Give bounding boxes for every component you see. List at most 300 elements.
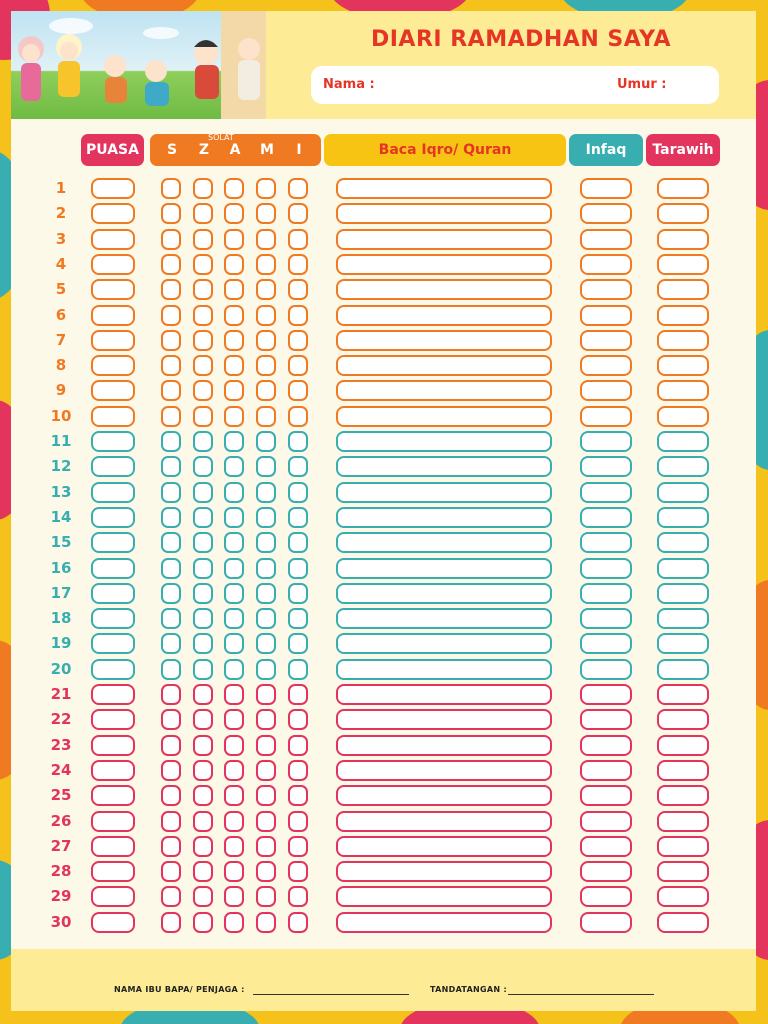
- solat-asar-checkbox[interactable]: [224, 811, 244, 832]
- solat-isyak-checkbox[interactable]: [288, 305, 308, 326]
- infaq-field[interactable]: [580, 861, 632, 882]
- tarawih-checkbox[interactable]: [657, 608, 709, 629]
- baca-quran-field[interactable]: [336, 912, 552, 933]
- solat-zohor-checkbox[interactable]: [193, 305, 213, 326]
- baca-quran-field[interactable]: [336, 532, 552, 553]
- infaq-field[interactable]: [580, 380, 632, 401]
- tarawih-checkbox[interactable]: [657, 532, 709, 553]
- solat-asar-checkbox[interactable]: [224, 633, 244, 654]
- tarawih-checkbox[interactable]: [657, 305, 709, 326]
- solat-maghrib-checkbox[interactable]: [256, 229, 276, 250]
- tarawih-checkbox[interactable]: [657, 760, 709, 781]
- solat-asar-checkbox[interactable]: [224, 431, 244, 452]
- infaq-field[interactable]: [580, 785, 632, 806]
- puasa-checkbox[interactable]: [91, 431, 135, 452]
- puasa-checkbox[interactable]: [91, 254, 135, 275]
- solat-isyak-checkbox[interactable]: [288, 229, 308, 250]
- tarawih-checkbox[interactable]: [657, 785, 709, 806]
- solat-zohor-checkbox[interactable]: [193, 279, 213, 300]
- tarawih-checkbox[interactable]: [657, 735, 709, 756]
- solat-subuh-checkbox[interactable]: [161, 886, 181, 907]
- solat-asar-checkbox[interactable]: [224, 305, 244, 326]
- solat-maghrib-checkbox[interactable]: [256, 583, 276, 604]
- solat-zohor-checkbox[interactable]: [193, 912, 213, 933]
- tarawih-checkbox[interactable]: [657, 355, 709, 376]
- solat-tag: SOLAT: [208, 133, 234, 142]
- infaq-field[interactable]: [580, 558, 632, 579]
- solat-isyak-checkbox[interactable]: [288, 406, 308, 427]
- solat-zohor-checkbox[interactable]: [193, 456, 213, 477]
- tarawih-checkbox[interactable]: [657, 203, 709, 224]
- solat-isyak-checkbox[interactable]: [288, 861, 308, 882]
- day-number: 13: [50, 482, 72, 501]
- solat-zohor-checkbox[interactable]: [193, 659, 213, 680]
- tarawih-checkbox[interactable]: [657, 659, 709, 680]
- tarawih-checkbox[interactable]: [657, 912, 709, 933]
- puasa-checkbox[interactable]: [91, 735, 135, 756]
- infaq-field[interactable]: [580, 330, 632, 351]
- solat-asar-checkbox[interactable]: [224, 659, 244, 680]
- solat-isyak-checkbox[interactable]: [288, 254, 308, 275]
- solat-asar-checkbox[interactable]: [224, 456, 244, 477]
- solat-subuh-checkbox[interactable]: [161, 229, 181, 250]
- puasa-checkbox[interactable]: [91, 558, 135, 579]
- solat-zohor-checkbox[interactable]: [193, 330, 213, 351]
- solat-asar-checkbox[interactable]: [224, 558, 244, 579]
- solat-isyak-checkbox[interactable]: [288, 583, 308, 604]
- solat-subuh-checkbox[interactable]: [161, 406, 181, 427]
- solat-subuh-checkbox[interactable]: [161, 532, 181, 553]
- solat-maghrib-checkbox[interactable]: [256, 785, 276, 806]
- infaq-field[interactable]: [580, 203, 632, 224]
- day-number: 24: [50, 760, 72, 779]
- tarawih-checkbox[interactable]: [657, 456, 709, 477]
- solat-isyak-checkbox[interactable]: [288, 507, 308, 528]
- signature-line[interactable]: [508, 994, 654, 995]
- solat-asar-checkbox[interactable]: [224, 836, 244, 857]
- solat-subuh-checkbox[interactable]: [161, 380, 181, 401]
- infaq-field[interactable]: [580, 583, 632, 604]
- day-row: [11, 304, 756, 328]
- baca-quran-field[interactable]: [336, 811, 552, 832]
- tarawih-checkbox[interactable]: [657, 886, 709, 907]
- day-row: [11, 708, 756, 732]
- baca-quran-field[interactable]: [336, 659, 552, 680]
- solat-maghrib-checkbox[interactable]: [256, 406, 276, 427]
- solat-maghrib-checkbox[interactable]: [256, 279, 276, 300]
- infaq-field[interactable]: [580, 608, 632, 629]
- tarawih-checkbox[interactable]: [657, 811, 709, 832]
- boy-cap-figure: [238, 38, 260, 100]
- tarawih-checkbox[interactable]: [657, 279, 709, 300]
- solat-zohor-checkbox[interactable]: [193, 532, 213, 553]
- puasa-checkbox[interactable]: [91, 709, 135, 730]
- solat-asar-checkbox[interactable]: [224, 279, 244, 300]
- solat-maghrib-checkbox[interactable]: [256, 608, 276, 629]
- solat-maghrib-checkbox[interactable]: [256, 836, 276, 857]
- solat-maghrib-checkbox[interactable]: [256, 532, 276, 553]
- puasa-checkbox[interactable]: [91, 886, 135, 907]
- solat-maghrib-checkbox[interactable]: [256, 811, 276, 832]
- infaq-field[interactable]: [580, 229, 632, 250]
- solat-zohor-checkbox[interactable]: [193, 684, 213, 705]
- solat-zohor-checkbox[interactable]: [193, 178, 213, 199]
- solat-asar-checkbox[interactable]: [224, 583, 244, 604]
- solat-zohor-checkbox[interactable]: [193, 558, 213, 579]
- infaq-field[interactable]: [580, 659, 632, 680]
- day-number: 12: [50, 457, 72, 476]
- name-age-field[interactable]: [311, 66, 719, 104]
- baca-quran-field[interactable]: [336, 709, 552, 730]
- solat-maghrib-checkbox[interactable]: [256, 254, 276, 275]
- solat-maghrib-checkbox[interactable]: [256, 861, 276, 882]
- day-row: [11, 329, 756, 353]
- solat-asar-checkbox[interactable]: [224, 406, 244, 427]
- puasa-checkbox[interactable]: [91, 912, 135, 933]
- infaq-field[interactable]: [580, 709, 632, 730]
- solat-maghrib-checkbox[interactable]: [256, 760, 276, 781]
- puasa-checkbox[interactable]: [91, 785, 135, 806]
- infaq-field[interactable]: [580, 886, 632, 907]
- header-solat: [150, 134, 321, 166]
- day-row: [11, 557, 756, 581]
- solat-isyak-checkbox[interactable]: [288, 886, 308, 907]
- solat-subuh-checkbox[interactable]: [161, 254, 181, 275]
- baca-quran-field[interactable]: [336, 836, 552, 857]
- solat-isyak-checkbox[interactable]: [288, 380, 308, 401]
- solat-subuh-checkbox[interactable]: [161, 355, 181, 376]
- day-number: 8: [55, 356, 67, 375]
- solat-asar-checkbox[interactable]: [224, 380, 244, 401]
- puasa-checkbox[interactable]: [91, 178, 135, 199]
- puasa-checkbox[interactable]: [91, 406, 135, 427]
- solat-zohor-checkbox[interactable]: [193, 229, 213, 250]
- infaq-field[interactable]: [580, 305, 632, 326]
- solat-subuh-checkbox[interactable]: [161, 558, 181, 579]
- tarawih-checkbox[interactable]: [657, 558, 709, 579]
- day-row: [11, 430, 756, 454]
- solat-subuh-checkbox[interactable]: [161, 305, 181, 326]
- solat-subuh-checkbox[interactable]: [161, 178, 181, 199]
- solat-subuh-checkbox[interactable]: [161, 608, 181, 629]
- solat-zohor-checkbox[interactable]: [193, 709, 213, 730]
- solat-isyak-checkbox[interactable]: [288, 709, 308, 730]
- solat-subuh-checkbox[interactable]: [161, 684, 181, 705]
- puasa-checkbox[interactable]: [91, 380, 135, 401]
- solat-maghrib-checkbox[interactable]: [256, 886, 276, 907]
- tarawih-checkbox[interactable]: [657, 583, 709, 604]
- solat-subuh-checkbox[interactable]: [161, 330, 181, 351]
- baca-quran-field[interactable]: [336, 380, 552, 401]
- tarawih-checkbox[interactable]: [657, 178, 709, 199]
- solat-isyak-checkbox[interactable]: [288, 735, 308, 756]
- tarawih-checkbox[interactable]: [657, 330, 709, 351]
- solat-isyak-checkbox[interactable]: [288, 178, 308, 199]
- solat-isyak-checkbox[interactable]: [288, 558, 308, 579]
- infaq-field[interactable]: [580, 279, 632, 300]
- solat-asar-checkbox[interactable]: [224, 912, 244, 933]
- solat-isyak-checkbox[interactable]: [288, 912, 308, 933]
- solat-subuh-checkbox[interactable]: [161, 760, 181, 781]
- day-number: 9: [55, 381, 67, 400]
- solat-zohor-checkbox[interactable]: [193, 431, 213, 452]
- baca-quran-field[interactable]: [336, 355, 552, 376]
- solat-subuh-checkbox[interactable]: [161, 203, 181, 224]
- baca-quran-field[interactable]: [336, 431, 552, 452]
- solat-maghrib-checkbox[interactable]: [256, 178, 276, 199]
- day-number: 30: [50, 912, 72, 931]
- puasa-checkbox[interactable]: [91, 811, 135, 832]
- day-row: [11, 278, 756, 302]
- infaq-field[interactable]: [580, 355, 632, 376]
- solat-maghrib-checkbox[interactable]: [256, 482, 276, 503]
- solat-zohor-checkbox[interactable]: [193, 760, 213, 781]
- baca-quran-field[interactable]: [336, 406, 552, 427]
- puasa-checkbox[interactable]: [91, 507, 135, 528]
- infaq-field[interactable]: [580, 811, 632, 832]
- puasa-checkbox[interactable]: [91, 608, 135, 629]
- baca-quran-field[interactable]: [336, 254, 552, 275]
- solat-zohor-checkbox[interactable]: [193, 406, 213, 427]
- day-row: [11, 734, 756, 758]
- solat-asar-checkbox[interactable]: [224, 229, 244, 250]
- solat-zohor-checkbox[interactable]: [193, 886, 213, 907]
- solat-asar-checkbox[interactable]: [224, 507, 244, 528]
- solat-asar-checkbox[interactable]: [224, 760, 244, 781]
- infaq-field[interactable]: [580, 178, 632, 199]
- solat-isyak-checkbox[interactable]: [288, 785, 308, 806]
- baca-quran-field[interactable]: [336, 684, 552, 705]
- solat-subuh-checkbox[interactable]: [161, 583, 181, 604]
- solat-subuh-checkbox[interactable]: [161, 633, 181, 654]
- baca-quran-field[interactable]: [336, 608, 552, 629]
- solat-zohor-checkbox[interactable]: [193, 861, 213, 882]
- baca-quran-field[interactable]: [336, 456, 552, 477]
- infaq-field[interactable]: [580, 912, 632, 933]
- solat-isyak-checkbox[interactable]: [288, 811, 308, 832]
- solat-subuh-checkbox[interactable]: [161, 861, 181, 882]
- solat-asar-checkbox[interactable]: [224, 482, 244, 503]
- baca-quran-field[interactable]: [336, 507, 552, 528]
- day-row: [11, 531, 756, 555]
- solat-maghrib-checkbox[interactable]: [256, 305, 276, 326]
- solat-asar-checkbox[interactable]: [224, 785, 244, 806]
- infaq-field[interactable]: [580, 633, 632, 654]
- baca-quran-field[interactable]: [336, 203, 552, 224]
- baca-quran-field[interactable]: [336, 482, 552, 503]
- solat-subuh-checkbox[interactable]: [161, 456, 181, 477]
- solat-subuh-checkbox[interactable]: [161, 482, 181, 503]
- solat-maghrib-checkbox[interactable]: [256, 709, 276, 730]
- solat-maghrib-checkbox[interactable]: [256, 912, 276, 933]
- solat-subuh-checkbox[interactable]: [161, 659, 181, 680]
- baca-quran-field[interactable]: [336, 633, 552, 654]
- diary-sheet: [11, 11, 756, 1011]
- baca-quran-field[interactable]: [336, 785, 552, 806]
- puasa-checkbox[interactable]: [91, 456, 135, 477]
- infaq-field[interactable]: [580, 456, 632, 477]
- infaq-field[interactable]: [580, 507, 632, 528]
- solat-isyak-checkbox[interactable]: [288, 608, 308, 629]
- solat-zohor-checkbox[interactable]: [193, 254, 213, 275]
- solat-asar-checkbox[interactable]: [224, 178, 244, 199]
- solat-subuh-checkbox[interactable]: [161, 507, 181, 528]
- baca-quran-field[interactable]: [336, 735, 552, 756]
- tarawih-checkbox[interactable]: [657, 406, 709, 427]
- solat-maghrib-checkbox[interactable]: [256, 633, 276, 654]
- baca-quran-field[interactable]: [336, 305, 552, 326]
- puasa-checkbox[interactable]: [91, 203, 135, 224]
- solat-isyak-checkbox[interactable]: [288, 532, 308, 553]
- tarawih-checkbox[interactable]: [657, 482, 709, 503]
- baca-quran-field[interactable]: [336, 279, 552, 300]
- solat-maghrib-checkbox[interactable]: [256, 330, 276, 351]
- baca-quran-field[interactable]: [336, 583, 552, 604]
- infaq-field[interactable]: [580, 760, 632, 781]
- infaq-field[interactable]: [580, 254, 632, 275]
- solat-zohor-checkbox[interactable]: [193, 482, 213, 503]
- baca-quran-field[interactable]: [336, 330, 552, 351]
- solat-subuh-checkbox[interactable]: [161, 836, 181, 857]
- solat-zohor-checkbox[interactable]: [193, 785, 213, 806]
- solat-isyak-checkbox[interactable]: [288, 355, 308, 376]
- solat-isyak-checkbox[interactable]: [288, 279, 308, 300]
- solat-asar-checkbox[interactable]: [224, 608, 244, 629]
- solat-zohor-checkbox[interactable]: [193, 735, 213, 756]
- solat-asar-checkbox[interactable]: [224, 203, 244, 224]
- solat-zohor-checkbox[interactable]: [193, 633, 213, 654]
- solat-maghrib-checkbox[interactable]: [256, 203, 276, 224]
- solat-asar-checkbox[interactable]: [224, 861, 244, 882]
- solat-zohor-checkbox[interactable]: [193, 836, 213, 857]
- solat-letter-m: M: [260, 142, 274, 158]
- baca-quran-field[interactable]: [336, 558, 552, 579]
- solat-maghrib-checkbox[interactable]: [256, 558, 276, 579]
- solat-zohor-checkbox[interactable]: [193, 507, 213, 528]
- puasa-checkbox[interactable]: [91, 532, 135, 553]
- day-row: [11, 481, 756, 505]
- infaq-field[interactable]: [580, 482, 632, 503]
- solat-zohor-checkbox[interactable]: [193, 203, 213, 224]
- tarawih-checkbox[interactable]: [657, 229, 709, 250]
- infaq-field[interactable]: [580, 532, 632, 553]
- puasa-checkbox[interactable]: [91, 305, 135, 326]
- infaq-field[interactable]: [580, 406, 632, 427]
- tarawih-checkbox[interactable]: [657, 380, 709, 401]
- solat-maghrib-checkbox[interactable]: [256, 380, 276, 401]
- puasa-checkbox[interactable]: [91, 861, 135, 882]
- tarawih-checkbox[interactable]: [657, 507, 709, 528]
- tarawih-checkbox[interactable]: [657, 633, 709, 654]
- puasa-checkbox[interactable]: [91, 330, 135, 351]
- solat-zohor-checkbox[interactable]: [193, 583, 213, 604]
- solat-isyak-checkbox[interactable]: [288, 659, 308, 680]
- name-label: Nama :: [323, 77, 375, 92]
- day-number: 19: [50, 634, 72, 653]
- solat-subuh-checkbox[interactable]: [161, 735, 181, 756]
- puasa-checkbox[interactable]: [91, 659, 135, 680]
- solat-subuh-checkbox[interactable]: [161, 811, 181, 832]
- solat-subuh-checkbox[interactable]: [161, 279, 181, 300]
- solat-maghrib-checkbox[interactable]: [256, 431, 276, 452]
- solat-asar-checkbox[interactable]: [224, 684, 244, 705]
- solat-asar-checkbox[interactable]: [224, 735, 244, 756]
- baca-quran-field[interactable]: [336, 229, 552, 250]
- solat-zohor-checkbox[interactable]: [193, 355, 213, 376]
- solat-isyak-checkbox[interactable]: [288, 456, 308, 477]
- solat-asar-checkbox[interactable]: [224, 886, 244, 907]
- solat-zohor-checkbox[interactable]: [193, 811, 213, 832]
- solat-subuh-checkbox[interactable]: [161, 785, 181, 806]
- day-number: 5: [55, 280, 67, 299]
- tarawih-checkbox[interactable]: [657, 254, 709, 275]
- baca-quran-field[interactable]: [336, 861, 552, 882]
- solat-isyak-checkbox[interactable]: [288, 684, 308, 705]
- solat-asar-checkbox[interactable]: [224, 330, 244, 351]
- solat-maghrib-checkbox[interactable]: [256, 735, 276, 756]
- solat-isyak-checkbox[interactable]: [288, 760, 308, 781]
- infaq-field[interactable]: [580, 836, 632, 857]
- puasa-checkbox[interactable]: [91, 279, 135, 300]
- tarawih-checkbox[interactable]: [657, 709, 709, 730]
- puasa-checkbox[interactable]: [91, 684, 135, 705]
- infaq-field[interactable]: [580, 735, 632, 756]
- infaq-field[interactable]: [580, 684, 632, 705]
- solat-isyak-checkbox[interactable]: [288, 203, 308, 224]
- solat-subuh-checkbox[interactable]: [161, 431, 181, 452]
- baca-quran-field[interactable]: [336, 178, 552, 199]
- parent-name-line[interactable]: [253, 994, 409, 995]
- tarawih-checkbox[interactable]: [657, 684, 709, 705]
- puasa-checkbox[interactable]: [91, 482, 135, 503]
- solat-isyak-checkbox[interactable]: [288, 482, 308, 503]
- solat-isyak-checkbox[interactable]: [288, 836, 308, 857]
- puasa-checkbox[interactable]: [91, 355, 135, 376]
- solat-isyak-checkbox[interactable]: [288, 431, 308, 452]
- infaq-field[interactable]: [580, 431, 632, 452]
- solat-zohor-checkbox[interactable]: [193, 380, 213, 401]
- solat-maghrib-checkbox[interactable]: [256, 456, 276, 477]
- solat-subuh-checkbox[interactable]: [161, 912, 181, 933]
- puasa-checkbox[interactable]: [91, 583, 135, 604]
- puasa-checkbox[interactable]: [91, 633, 135, 654]
- solat-maghrib-checkbox[interactable]: [256, 684, 276, 705]
- solat-asar-checkbox[interactable]: [224, 532, 244, 553]
- solat-asar-checkbox[interactable]: [224, 254, 244, 275]
- puasa-checkbox[interactable]: [91, 836, 135, 857]
- puasa-checkbox[interactable]: [91, 229, 135, 250]
- baca-quran-field[interactable]: [336, 886, 552, 907]
- puasa-checkbox[interactable]: [91, 760, 135, 781]
- tarawih-checkbox[interactable]: [657, 431, 709, 452]
- tarawih-checkbox[interactable]: [657, 861, 709, 882]
- solat-zohor-checkbox[interactable]: [193, 608, 213, 629]
- solat-isyak-checkbox[interactable]: [288, 633, 308, 654]
- day-row: [11, 253, 756, 277]
- solat-asar-checkbox[interactable]: [224, 709, 244, 730]
- solat-asar-checkbox[interactable]: [224, 355, 244, 376]
- baca-quran-field[interactable]: [336, 760, 552, 781]
- solat-subuh-checkbox[interactable]: [161, 709, 181, 730]
- day-number: 26: [50, 811, 72, 830]
- solat-maghrib-checkbox[interactable]: [256, 507, 276, 528]
- solat-maghrib-checkbox[interactable]: [256, 659, 276, 680]
- tarawih-checkbox[interactable]: [657, 836, 709, 857]
- solat-isyak-checkbox[interactable]: [288, 330, 308, 351]
- solat-maghrib-checkbox[interactable]: [256, 355, 276, 376]
- day-row: [11, 860, 756, 884]
- children-illustration: [11, 11, 266, 119]
